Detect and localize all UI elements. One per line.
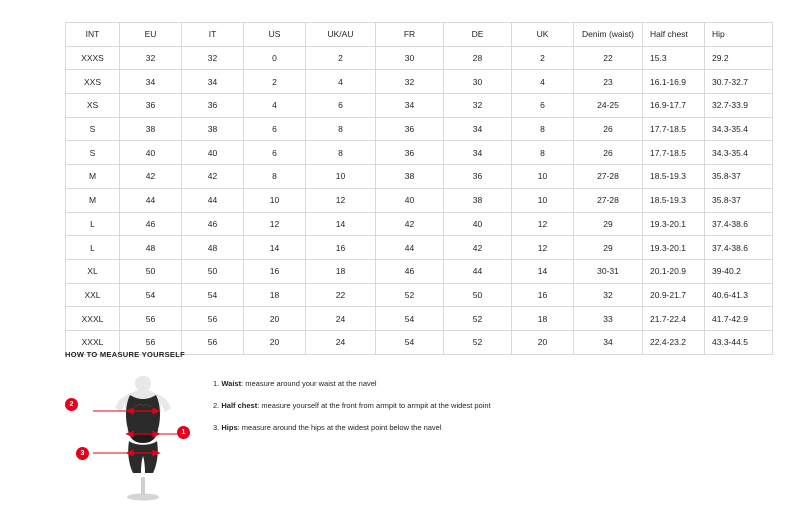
column-header-us: US	[244, 23, 306, 47]
cell-half-chest: 20.9-21.7	[643, 283, 705, 307]
column-header-uk-au: UK/AU	[306, 23, 376, 47]
cell-us: 2	[244, 70, 306, 94]
cell-uk-au: 8	[306, 141, 376, 165]
cell-eu: 44	[120, 188, 182, 212]
table-row	[66, 46, 773, 70]
cell-fr: 32	[376, 70, 444, 94]
note-number-2: 2.	[213, 401, 220, 410]
note-term-hips: Hips	[221, 423, 238, 432]
cell-it: 54	[182, 283, 244, 307]
cell-de: 42	[444, 236, 512, 260]
cell-it: 56	[182, 330, 244, 354]
table-row	[66, 259, 773, 283]
cell-denim: 29	[574, 212, 643, 236]
cell-it: 50	[182, 259, 244, 283]
cell-hip: 39-40.2	[705, 259, 773, 283]
cell-denim: 22	[574, 46, 643, 70]
column-header-de: DE	[444, 23, 512, 47]
cell-uk-au: 8	[306, 117, 376, 141]
table-row	[66, 141, 773, 165]
cell-uk: 18	[512, 307, 574, 331]
cell-uk-au: 18	[306, 259, 376, 283]
cell-uk: 16	[512, 283, 574, 307]
cell-half-chest: 17.7-18.5	[643, 141, 705, 165]
cell-fr: 34	[376, 94, 444, 118]
cell-fr: 54	[376, 330, 444, 354]
cell-int: M	[66, 165, 120, 189]
table-row	[66, 188, 773, 212]
cell-hip: 30.7-32.7	[705, 70, 773, 94]
table-row	[66, 94, 773, 118]
cell-uk: 2	[512, 46, 574, 70]
cell-uk-au: 16	[306, 236, 376, 260]
cell-half-chest: 18.5-19.3	[643, 165, 705, 189]
cell-us: 0	[244, 46, 306, 70]
measurement-badge-3: 3	[76, 447, 89, 460]
table-row	[66, 283, 773, 307]
cell-fr: 46	[376, 259, 444, 283]
cell-eu: 48	[120, 236, 182, 260]
note-text-waist: : measure around your waist at the navel	[241, 379, 377, 388]
cell-uk-au: 4	[306, 70, 376, 94]
cell-eu: 54	[120, 283, 182, 307]
cell-uk-au: 24	[306, 330, 376, 354]
note-number-1: 1.	[213, 379, 220, 388]
cell-fr: 42	[376, 212, 444, 236]
how-to-measure-title: HOW TO MEASURE YOURSELF	[65, 350, 185, 359]
cell-int: S	[66, 141, 120, 165]
cell-de: 30	[444, 70, 512, 94]
cell-int: XL	[66, 259, 120, 283]
cell-it: 40	[182, 141, 244, 165]
cell-de: 38	[444, 188, 512, 212]
cell-denim: 26	[574, 117, 643, 141]
cell-it: 46	[182, 212, 244, 236]
cell-int: L	[66, 212, 120, 236]
note-text-half-chest: : measure yourself at the front from armpit to armpit at the widest point	[257, 401, 491, 410]
cell-hip: 32.7-33.9	[705, 94, 773, 118]
cell-denim: 24-25	[574, 94, 643, 118]
size-chart-container	[65, 22, 748, 355]
cell-eu: 40	[120, 141, 182, 165]
measurement-badge-1: 1	[177, 426, 190, 439]
cell-half-chest: 15.3	[643, 46, 705, 70]
cell-de: 34	[444, 117, 512, 141]
cell-de: 36	[444, 165, 512, 189]
cell-fr: 36	[376, 117, 444, 141]
cell-hip: 37.4-38.6	[705, 212, 773, 236]
cell-half-chest: 17.7-18.5	[643, 117, 705, 141]
cell-it: 38	[182, 117, 244, 141]
cell-eu: 42	[120, 165, 182, 189]
note-term-half-chest: Half chest	[221, 401, 258, 410]
column-header-half-chest: Half chest	[643, 23, 705, 47]
column-header-denim-waist: Denim (waist)	[574, 23, 643, 47]
cell-denim: 34	[574, 330, 643, 354]
cell-uk-au: 2	[306, 46, 376, 70]
cell-eu: 56	[120, 330, 182, 354]
cell-us: 8	[244, 165, 306, 189]
cell-us: 20	[244, 330, 306, 354]
size-chart-table	[65, 22, 773, 355]
note-term-waist: Waist	[221, 379, 242, 388]
cell-uk: 8	[512, 117, 574, 141]
cell-hip: 41.7-42.9	[705, 307, 773, 331]
table-row	[66, 307, 773, 331]
table-row	[66, 165, 773, 189]
column-header-eu: EU	[120, 23, 182, 47]
measurement-figure	[65, 371, 195, 501]
cell-denim: 27-28	[574, 188, 643, 212]
table-row	[66, 70, 773, 94]
cell-half-chest: 16.1-16.9	[643, 70, 705, 94]
cell-int: M	[66, 188, 120, 212]
cell-int: L	[66, 236, 120, 260]
cell-hip: 43.3-44.5	[705, 330, 773, 354]
cell-int: XXS	[66, 70, 120, 94]
cell-half-chest: 20.1-20.9	[643, 259, 705, 283]
cell-hip: 34.3-35.4	[705, 117, 773, 141]
cell-de: 28	[444, 46, 512, 70]
cell-us: 16	[244, 259, 306, 283]
cell-hip: 37.4-38.6	[705, 236, 773, 260]
cell-us: 6	[244, 141, 306, 165]
cell-int: XXXL	[66, 307, 120, 331]
cell-it: 34	[182, 70, 244, 94]
cell-fr: 36	[376, 141, 444, 165]
cell-half-chest: 22.4-23.2	[643, 330, 705, 354]
cell-eu: 56	[120, 307, 182, 331]
cell-denim: 30-31	[574, 259, 643, 283]
cell-uk: 14	[512, 259, 574, 283]
measurement-badge-2: 2	[65, 398, 78, 411]
table-row	[66, 117, 773, 141]
cell-it: 44	[182, 188, 244, 212]
cell-us: 14	[244, 236, 306, 260]
cell-de: 52	[444, 330, 512, 354]
cell-uk-au: 14	[306, 212, 376, 236]
cell-it: 48	[182, 236, 244, 260]
column-header-fr: FR	[376, 23, 444, 47]
cell-uk-au: 22	[306, 283, 376, 307]
table-header-row	[66, 23, 773, 47]
cell-it: 56	[182, 307, 244, 331]
cell-eu: 46	[120, 212, 182, 236]
cell-fr: 38	[376, 165, 444, 189]
cell-fr: 44	[376, 236, 444, 260]
cell-de: 32	[444, 94, 512, 118]
cell-int: XXL	[66, 283, 120, 307]
cell-hip: 40.6-41.3	[705, 283, 773, 307]
how-to-measure-body	[65, 371, 765, 501]
cell-uk: 10	[512, 165, 574, 189]
cell-fr: 52	[376, 283, 444, 307]
how-to-measure-section	[65, 350, 765, 501]
cell-de: 40	[444, 212, 512, 236]
cell-us: 20	[244, 307, 306, 331]
cell-int: XXXS	[66, 46, 120, 70]
cell-uk-au: 24	[306, 307, 376, 331]
cell-half-chest: 19.3-20.1	[643, 212, 705, 236]
cell-us: 6	[244, 117, 306, 141]
cell-half-chest: 16.9-17.7	[643, 94, 705, 118]
cell-denim: 33	[574, 307, 643, 331]
cell-int: XXXL	[66, 330, 120, 354]
cell-half-chest: 21.7-22.4	[643, 307, 705, 331]
cell-fr: 30	[376, 46, 444, 70]
cell-de: 44	[444, 259, 512, 283]
cell-eu: 34	[120, 70, 182, 94]
cell-us: 18	[244, 283, 306, 307]
cell-hip: 29.2	[705, 46, 773, 70]
column-header-it: IT	[182, 23, 244, 47]
cell-denim: 23	[574, 70, 643, 94]
cell-denim: 32	[574, 283, 643, 307]
cell-eu: 32	[120, 46, 182, 70]
column-header-uk: UK	[512, 23, 574, 47]
table-row	[66, 212, 773, 236]
cell-us: 10	[244, 188, 306, 212]
cell-de: 52	[444, 307, 512, 331]
cell-us: 4	[244, 94, 306, 118]
cell-uk: 12	[512, 212, 574, 236]
cell-eu: 50	[120, 259, 182, 283]
cell-fr: 54	[376, 307, 444, 331]
note-text-hips: : measure around the hips at the widest point below the navel	[237, 423, 442, 432]
cell-uk: 8	[512, 141, 574, 165]
cell-de: 34	[444, 141, 512, 165]
measurement-note-half-chest	[213, 401, 491, 410]
cell-hip: 35.8-37	[705, 165, 773, 189]
measurement-note-hips	[213, 423, 491, 432]
cell-fr: 40	[376, 188, 444, 212]
cell-uk-au: 10	[306, 165, 376, 189]
cell-uk-au: 6	[306, 94, 376, 118]
measurement-note-waist	[213, 379, 491, 388]
table-row	[66, 236, 773, 260]
cell-eu: 38	[120, 117, 182, 141]
note-number-3: 3.	[213, 423, 220, 432]
cell-uk: 4	[512, 70, 574, 94]
cell-it: 36	[182, 94, 244, 118]
cell-denim: 29	[574, 236, 643, 260]
cell-int: XS	[66, 94, 120, 118]
cell-uk: 12	[512, 236, 574, 260]
cell-us: 12	[244, 212, 306, 236]
cell-denim: 27-28	[574, 165, 643, 189]
cell-hip: 34.3-35.4	[705, 141, 773, 165]
cell-uk: 20	[512, 330, 574, 354]
cell-int: S	[66, 117, 120, 141]
cell-eu: 36	[120, 94, 182, 118]
cell-it: 32	[182, 46, 244, 70]
measurement-notes	[213, 371, 491, 445]
column-header-int: INT	[66, 23, 120, 47]
cell-denim: 26	[574, 141, 643, 165]
cell-uk: 6	[512, 94, 574, 118]
cell-it: 42	[182, 165, 244, 189]
cell-de: 50	[444, 283, 512, 307]
cell-hip: 35.8-37	[705, 188, 773, 212]
column-header-hip: Hip	[705, 23, 773, 47]
cell-half-chest: 18.5-19.3	[643, 188, 705, 212]
cell-uk-au: 12	[306, 188, 376, 212]
cell-half-chest: 19.3-20.1	[643, 236, 705, 260]
cell-uk: 10	[512, 188, 574, 212]
